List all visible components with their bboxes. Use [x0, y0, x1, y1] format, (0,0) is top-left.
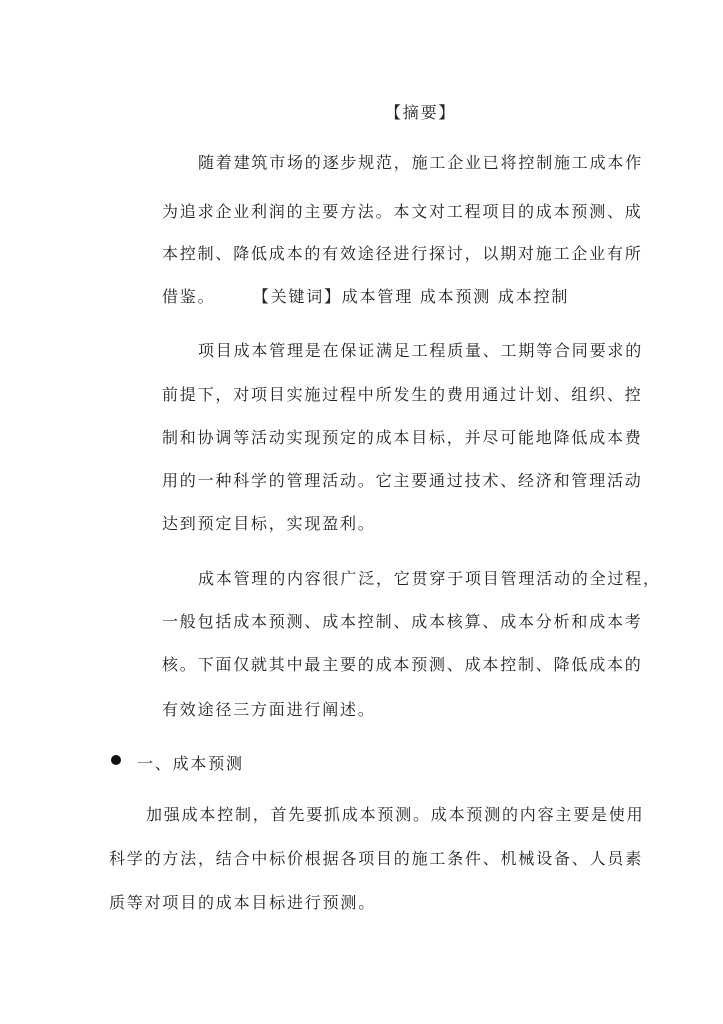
paragraph-line: 质等对项目的成本目标进行预测。: [109, 893, 377, 912]
paragraph-line: 项目成本管理是在保证满足工程质量、工期等合同要求的: [198, 341, 644, 360]
abstract-heading: 【摘要】: [385, 103, 457, 122]
paragraph-line: 加强成本控制，首先要抓成本预测。成本预测的内容主要是使用: [146, 805, 645, 824]
bullet-icon: [111, 755, 121, 765]
paragraph-line: 核。下面仅就其中最主要的成本预测、成本控制、降低成本的: [162, 655, 643, 674]
abstract-line: 本控制、降低成本的有效途径进行探讨，以期对施工企业有所: [162, 244, 643, 263]
paragraph-line: 用的一种科学的管理活动。它主要通过技术、经济和管理活动: [162, 471, 643, 490]
abstract-keywords-line: 借鉴。 【关键词】成本管理 成本预测 成本控制: [162, 287, 570, 306]
paragraph-line: 前提下，对项目实施过程中所发生的费用通过计划、组织、控: [162, 385, 643, 404]
abstract-line: 为追求企业利润的主要方法。本文对工程项目的成本预测、成: [162, 202, 643, 221]
paragraph-line: 达到预定目标，实现盈利。: [162, 514, 376, 533]
section-heading: 一、成本预测: [137, 754, 244, 773]
abstract-line: 随着建筑市场的逐步规范，施工企业已将控制施工成本作: [198, 153, 644, 172]
paragraph-line: 一般包括成本预测、成本控制、成本核算、成本分析和成本考: [162, 612, 643, 631]
paragraph-line: 有效途径三方面进行阐述。: [162, 700, 376, 719]
paragraph-line: 制和协调等活动实现预定的成本目标，并尽可能地降低成本费: [162, 428, 643, 447]
paragraph-line: 科学的方法，结合中标价根据各项目的施工条件、机械设备、人员素: [109, 849, 644, 868]
paragraph-line: 成本管理的内容很广泛，它贯穿于项目管理活动的全过程，: [198, 569, 661, 588]
